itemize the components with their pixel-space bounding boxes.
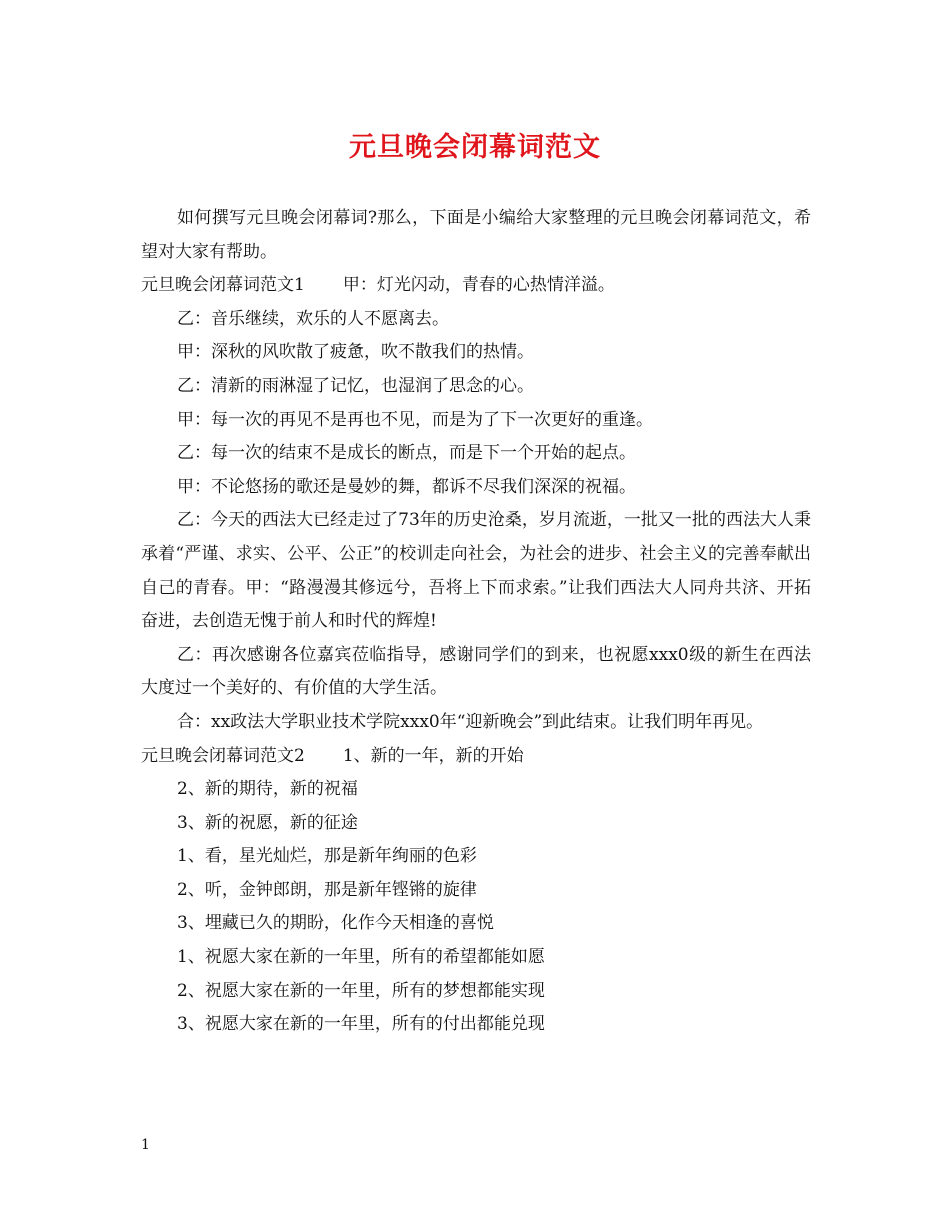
section-2-heading: 元旦晚会闭幕词范文2 xyxy=(141,745,305,766)
section-2-line: 2、新的期待，新的祝福 xyxy=(177,779,358,800)
section-1-line: 甲：每一次的再见不是再也不见，而是为了下一次更好的重逢。 xyxy=(177,409,653,430)
section-2-line: 2、祝愿大家在新的一年里，所有的梦想都能实现 xyxy=(177,980,545,1001)
section-2-line: 2、听，金钟郎朗，那是新年铿锵的旋律 xyxy=(177,879,477,900)
section-1-line: 甲：深秋的风吹散了疲惫，吹不散我们的热情。 xyxy=(177,342,534,363)
document-body xyxy=(141,202,811,1042)
section-1-line: 乙：再次感谢各位嘉宾莅临指导，感谢同学们的到来，也祝愿xxx0级的新生在西法大度过一个美好的、有价值的大学生活。 xyxy=(141,644,811,699)
section-2-line: 3、新的祝愿，新的征途 xyxy=(177,812,358,833)
section-2-line: 3、祝愿大家在新的一年里，所有的付出都能兑现 xyxy=(177,1014,545,1035)
section-1-line: 乙：清新的雨淋湿了记忆，也湿润了思念的心。 xyxy=(177,375,534,396)
section-2-line: 1、祝愿大家在新的一年里，所有的希望都能如愿 xyxy=(177,947,545,968)
section-2-line: 1、看，星光灿烂，那是新年绚丽的色彩 xyxy=(177,846,477,867)
section-1-line: 甲：不论悠扬的歌还是曼妙的舞，都诉不尽我们深深的祝福。 xyxy=(177,476,636,497)
section-1-heading: 元旦晚会闭幕词范文1 xyxy=(141,275,305,296)
document-title: 元旦晚会闭幕词范文 xyxy=(349,132,601,163)
section-2-line: 3、埋藏已久的期盼，化作今天相逢的喜悦 xyxy=(177,913,494,934)
section-2-heading-line xyxy=(141,740,811,774)
section-1-line: 乙：每一次的结束不是成长的断点，而是下一个开始的起点。 xyxy=(177,443,636,464)
section-1-heading-line xyxy=(141,269,811,303)
intro-paragraph: 如何撰写元旦晚会闭幕词?那么，下面是小编给大家整理的元旦晚会闭幕词范文，希望对大家有帮助。 xyxy=(141,208,811,262)
section-1-line: 合：xx政法大学职业技术学院xxx0年“迎新晚会”到此结束。让我们明年再见。 xyxy=(177,711,764,732)
section-1-line: 乙：今天的西法大已经走过了73年的历史沧桑，岁月流逝，一批又一批的西法大人秉承着“严谨、求实、公平、公正”的校训走向社会，为社会的进步、社会主义的完善奉献出自己的青春。甲：“路漫漫其修远兮，吾将上下而求索。”让我们西法大人同舟共济、开拓奋进，去创造无愧于前人和时代的辉煌! xyxy=(141,510,811,632)
section-2-first-line: 1、新的一年，新的开始 xyxy=(342,745,524,766)
section-1-first-line: 甲：灯光闪动，青春的心热情洋溢。 xyxy=(342,275,615,296)
section-1-line: 乙：音乐继续，欢乐的人不愿离去。 xyxy=(177,308,449,329)
page-number: 1 xyxy=(141,1137,150,1153)
